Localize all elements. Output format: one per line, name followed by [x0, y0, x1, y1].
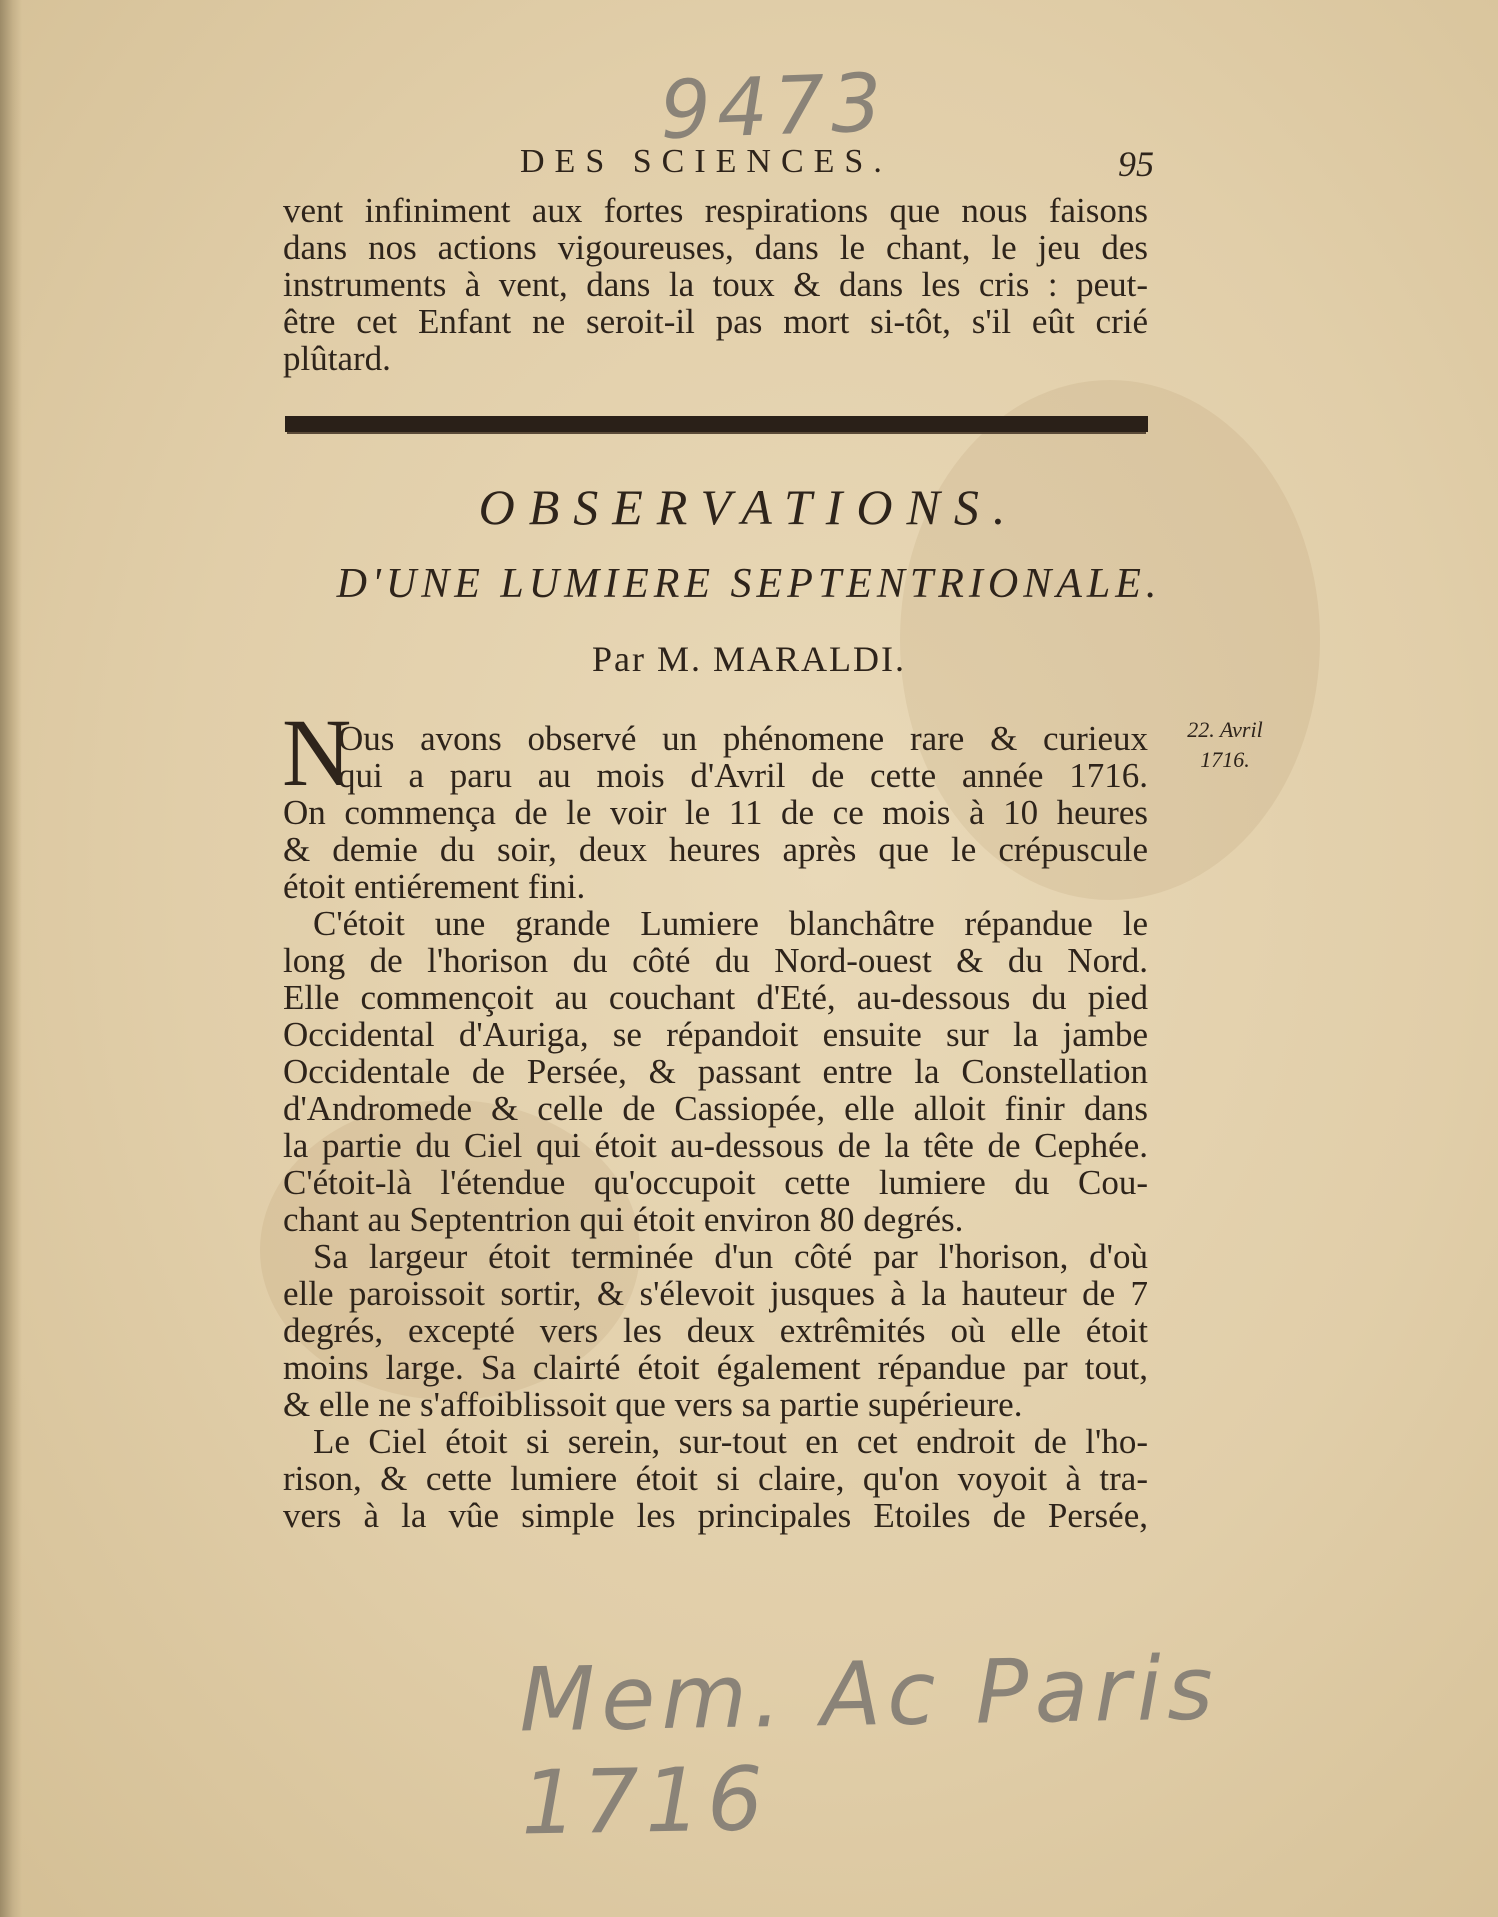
text-line: instruments à vent, dans la toux & dans les cris : peut-: [283, 265, 1148, 304]
text-line: & demie du soir, deux heures après que le crépuscule: [283, 830, 1148, 869]
text-line: Le Ciel étoit si serein, sur-tout en cet endroit de l'ho-: [313, 1422, 1148, 1461]
text-line: qui a paru au mois d'Avril de cette année 1716.: [338, 756, 1148, 795]
text-line: Sa largeur étoit terminée d'un côté par l'horison, d'où: [313, 1237, 1148, 1276]
text-line: chant au Septentrion qui étoit environ 80 degrés.: [283, 1200, 964, 1239]
text-line: rison, & cette lumiere étoit si claire, qu'on voyoit à tra-: [283, 1459, 1148, 1498]
text-line: d'Andromede & celle de Cassiopée, elle alloit finir dans: [283, 1089, 1148, 1128]
drop-cap: N: [282, 699, 352, 806]
section-rule: [285, 416, 1148, 432]
article-subtitle: D'UNE LUMIERE SEPTENTRIONALE.: [336, 561, 1162, 607]
text-line: Occidental d'Auriga, se répandoit ensuite sur la jambe: [283, 1015, 1148, 1054]
text-line: dans nos actions vigoureuses, dans le chant, le jeu des: [283, 228, 1148, 267]
text-line: Elle commençoit au couchant d'Eté, au-dessous du pied: [283, 978, 1148, 1017]
page-number: 95: [1118, 144, 1154, 184]
text-line: C'étoit-là l'étendue qu'occupoit cette lumiere du Cou-: [283, 1163, 1148, 1202]
article-title: OBSERVATIONS.: [478, 479, 1020, 535]
text-line: & elle ne s'affoiblissoit que vers sa partie supérieure.: [283, 1385, 1023, 1424]
text-line: vent infiniment aux fortes respirations que nous faisons: [283, 191, 1148, 230]
text-line: C'étoit une grande Lumiere blanchâtre répandue le: [313, 904, 1148, 943]
header-title: DES SCIENCES.: [520, 143, 892, 180]
text-line: Occidentale de Persée, & passant entre la Constellation: [283, 1052, 1148, 1091]
handwritten-note: Mem. Ac Paris 1716: [518, 1636, 1220, 1855]
text-line: la partie du Ciel qui étoit au-dessous de la tête de Cephée.: [283, 1126, 1148, 1165]
handwritten-number: 9473: [658, 56, 890, 157]
text-line: moins large. Sa clairté étoit également répandue par tout,: [283, 1348, 1148, 1387]
text-line: degrés, excepté vers les deux extrêmités où elle étoit: [283, 1311, 1148, 1350]
text-line: être cet Enfant ne seroit-il pas mort si-tôt, s'il eût crié: [283, 302, 1148, 341]
text-line: étoit entiérement fini.: [283, 867, 586, 906]
text-line: long de l'horison du côté du Nord-ouest & du Nord.: [283, 941, 1148, 980]
text-line: elle paroissoit sortir, & s'élevoit jusques à la hauteur de 7: [283, 1274, 1148, 1313]
text-line: Ous avons observé un phénomene rare & curieux: [338, 719, 1148, 758]
article-byline: Par M. MARALDI.: [592, 639, 906, 679]
text-line: On commença de le voir le 11 de ce mois à 10 heures: [283, 793, 1148, 832]
margin-note: 22. Avril 1716.: [1187, 717, 1263, 772]
text-line: plûtard.: [283, 339, 391, 378]
text-line: vers à la vûe simple les principales Etoiles de Persée,: [283, 1496, 1148, 1535]
